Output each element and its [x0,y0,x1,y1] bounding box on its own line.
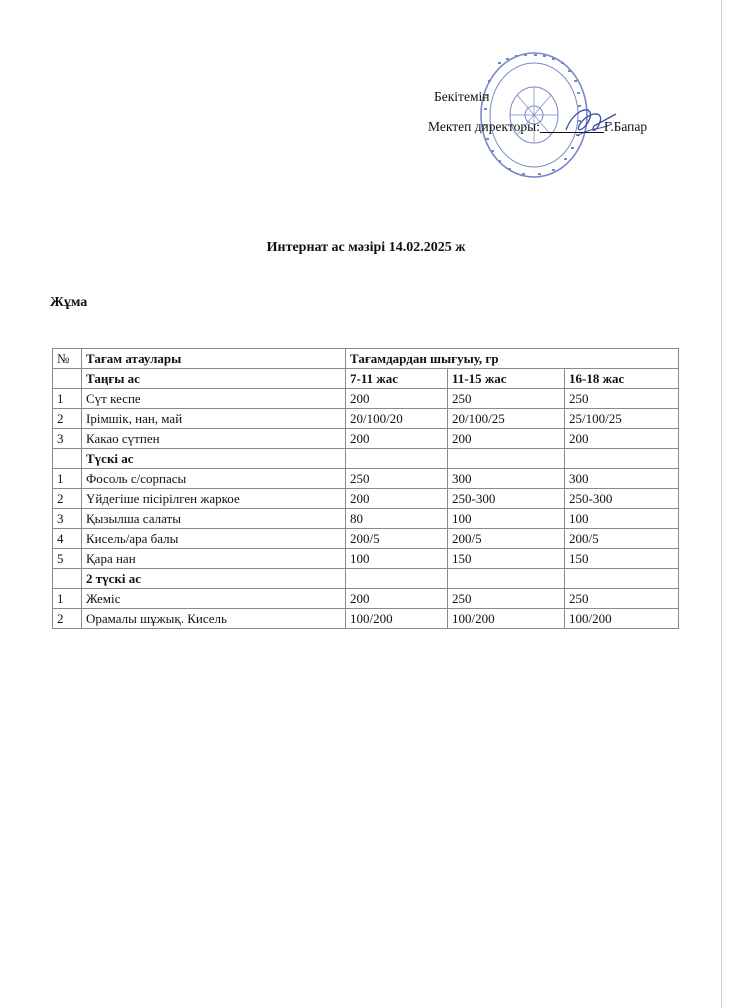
item-num: 3 [53,509,82,529]
meal-row [53,569,679,589]
item-num: 4 [53,529,82,549]
table-row [53,469,679,489]
item-value: 200 [346,489,448,509]
table-row [53,429,679,449]
item-name: Қызылша салаты [82,509,346,529]
table-row [53,609,679,629]
item-value: 25/100/25 [565,409,679,429]
item-name: Какао сүтпен [82,429,346,449]
item-value: 250 [448,389,565,409]
item-num: 5 [53,549,82,569]
item-value: 100 [448,509,565,529]
age-group: 11-15 жас [448,369,565,389]
scan-edge-line [721,0,722,1008]
meal-row [53,449,679,469]
header-output: Тағамдардан шығуыу, гр [346,349,679,369]
item-value: 20/100/25 [448,409,565,429]
item-value: 200 [448,429,565,449]
table-row [53,489,679,509]
item-num: 1 [53,589,82,609]
item-value: 20/100/20 [346,409,448,429]
meal-row [53,369,679,389]
item-value: 200 [565,429,679,449]
meal-name: Таңғы ас [82,369,346,389]
item-num: 3 [53,429,82,449]
item-value: 200/5 [346,529,448,549]
item-value: 100 [565,509,679,529]
item-name: Сүт кеспе [82,389,346,409]
item-value: 250 [565,389,679,409]
meal-name: Түскі ас [82,449,346,469]
table-row [53,389,679,409]
item-name: Ірімшік, нан, май [82,409,346,429]
item-value: 80 [346,509,448,529]
item-value: 150 [448,549,565,569]
table-row [53,589,679,609]
signature-line [540,132,604,133]
item-value: 100 [346,549,448,569]
item-value: 300 [448,469,565,489]
table-row [53,409,679,429]
item-value: 200 [346,389,448,409]
item-name: Үйдегіше пісірілген жаркое [82,489,346,509]
item-num: 2 [53,609,82,629]
approve-text: Бекітемін [434,89,490,104]
item-name: Қара нан [82,549,346,569]
item-value: 250 [565,589,679,609]
table-row [53,509,679,529]
director-label: Мектеп директоры: [428,119,540,134]
item-value: 150 [565,549,679,569]
day-of-week: Жұма [50,295,88,310]
age-group: 16-18 жас [565,369,679,389]
item-value: 300 [565,469,679,489]
item-value: 100/200 [346,609,448,629]
item-num: 1 [53,389,82,409]
director-line [428,118,647,136]
director-name: Г.Бапар [603,119,648,134]
item-value: 250-300 [448,489,565,509]
item-value: 100/200 [565,609,679,629]
item-value: 200/5 [565,529,679,549]
item-name: Фосоль с/сорпасы [82,469,346,489]
table-header-row [53,349,679,369]
item-value: 200 [346,429,448,449]
meal-name: 2 түскі ас [82,569,346,589]
menu-title: Интернат ас мәзірі 14.02.2025 ж [266,240,466,255]
item-num: 1 [53,469,82,489]
table-row [53,529,679,549]
header-num: № [53,349,82,369]
age-group: 7-11 жас [346,369,448,389]
item-num: 2 [53,409,82,429]
item-num: 2 [53,489,82,509]
item-name: Кисель/ара балы [82,529,346,549]
item-value: 250 [346,469,448,489]
item-name: Жеміс [82,589,346,609]
table-row [53,549,679,569]
item-name: Орамалы шұжық. Кисель [82,609,346,629]
item-value: 200 [346,589,448,609]
item-value: 100/200 [448,609,565,629]
item-value: 200/5 [448,529,565,549]
item-value: 250-300 [565,489,679,509]
item-value: 250 [448,589,565,609]
header-dish-name: Тағам атаулары [82,349,346,369]
menu-table [52,348,679,629]
